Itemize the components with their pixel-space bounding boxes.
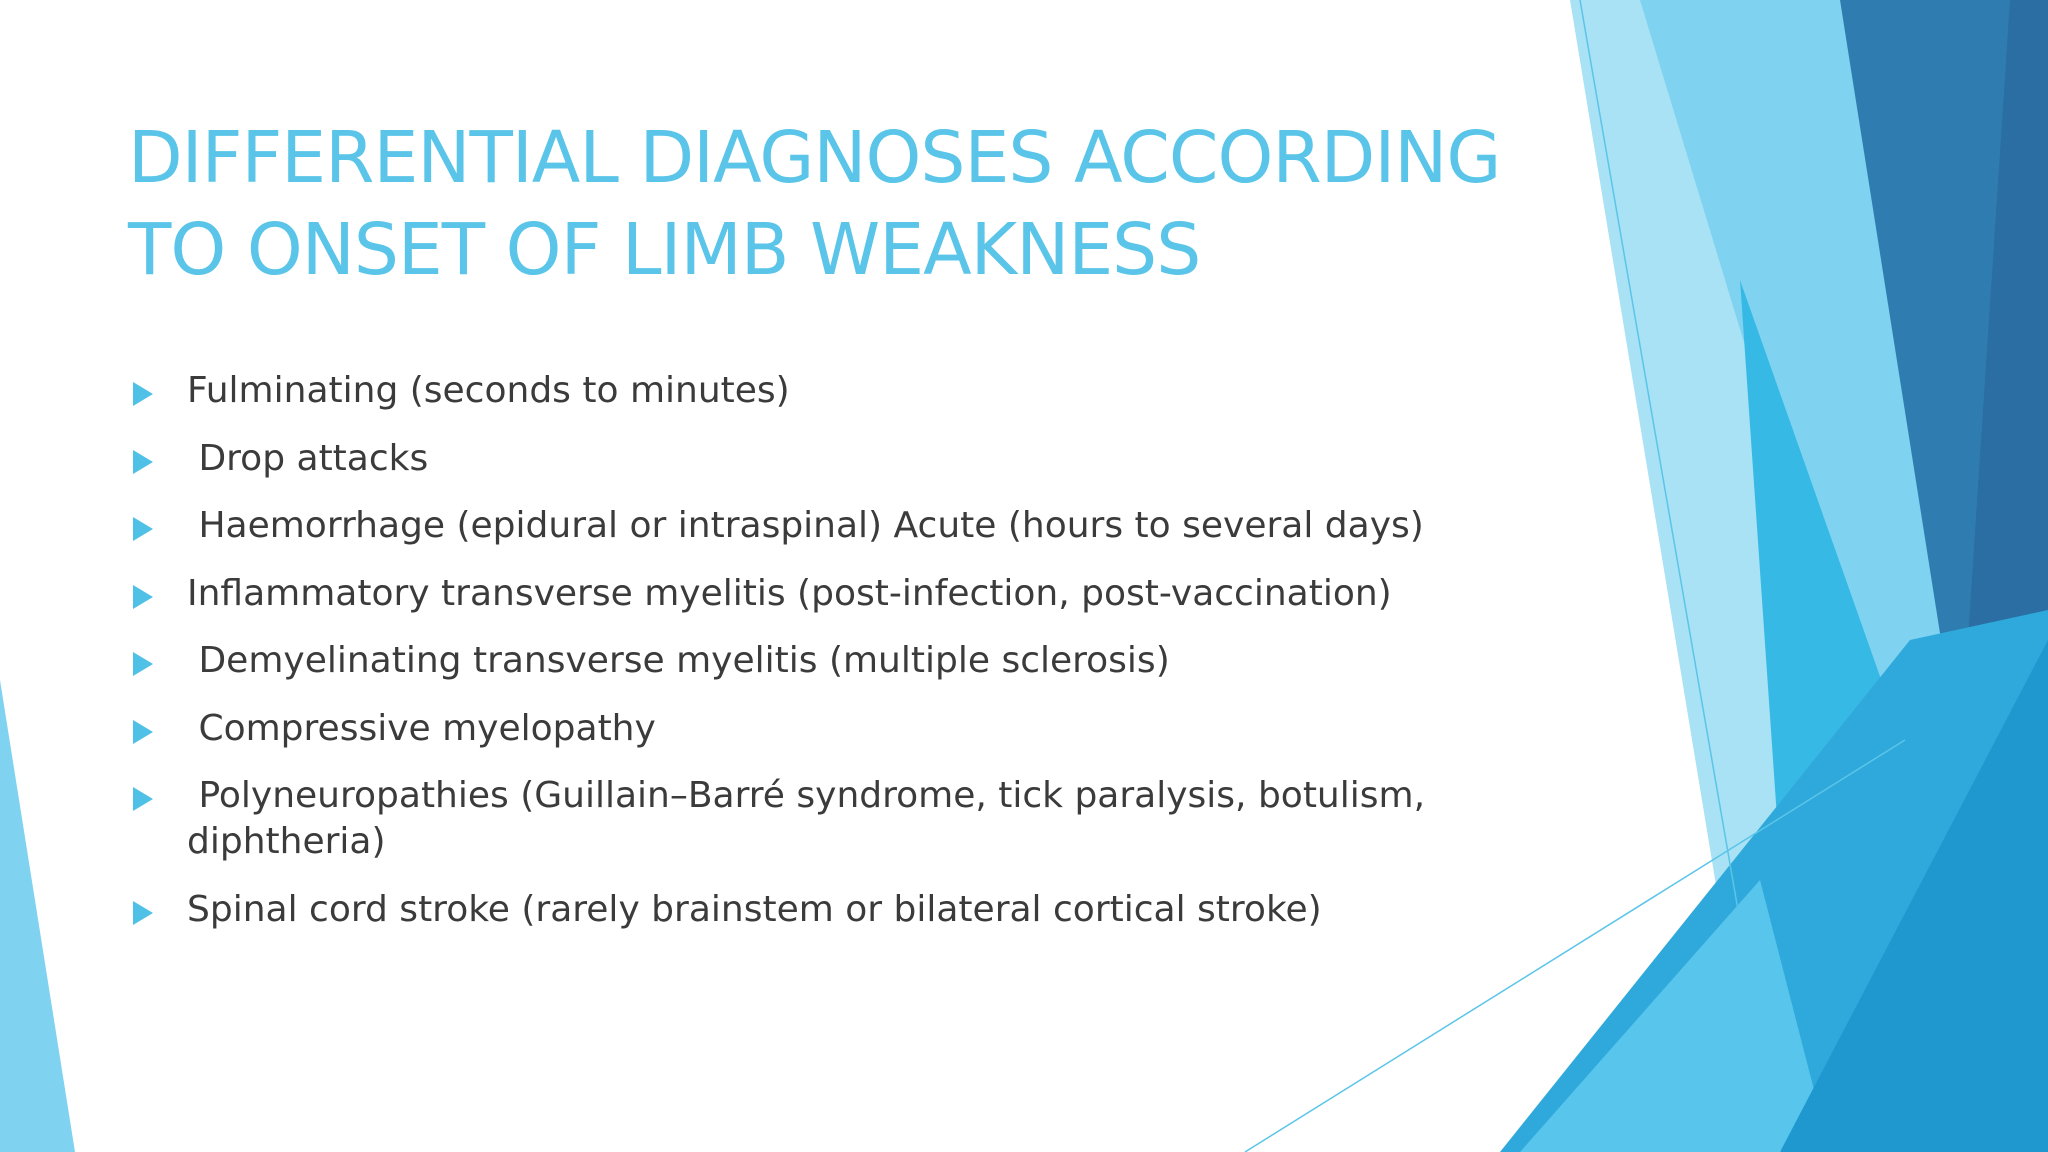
triangle-right-icon [133, 517, 153, 541]
list-item [130, 638, 1430, 684]
bullet-text: Spinal cord stroke (rarely brainstem or bilateral cortical stroke) [187, 888, 1322, 930]
list-item [130, 571, 1430, 617]
list-item [130, 706, 1430, 752]
triangle-right-icon [133, 652, 153, 676]
bullet-text: Drop attacks [187, 437, 429, 479]
slide-title [128, 112, 1528, 296]
slide-title-line-2: TO ONSET OF LIMB WEAKNESS [128, 208, 1201, 291]
left-edge-shape [0, 680, 75, 1152]
list-item [130, 773, 1430, 865]
triangle-right-icon [133, 901, 153, 925]
triangle-right-icon [133, 720, 153, 744]
triangle-right-icon [133, 787, 153, 811]
bullet-text: Inflammatory transverse myelitis (post-infection, post-vaccination) [187, 572, 1392, 614]
list-item [130, 436, 1430, 482]
triangle-right-icon [133, 382, 153, 406]
bullet-text: Haemorrhage (epidural or intraspinal) Acute (hours to several days) [187, 505, 1424, 546]
list-item [130, 503, 1430, 549]
bullet-text: Fulminating (seconds to minutes) [187, 370, 790, 411]
list-item [130, 368, 1430, 414]
bullet-text: Compressive myelopathy [187, 707, 656, 749]
list-item [130, 887, 1430, 933]
bullet-text: Polyneuropathies (Guillain–Barré syndrome, tick paralysis, botulism, diphtheria) [187, 775, 1426, 862]
triangle-right-icon [133, 585, 153, 609]
triangle-right-icon [133, 450, 153, 474]
bullet-list [130, 368, 1430, 954]
bullet-text: Demyelinating transverse myelitis (multiple sclerosis) [187, 640, 1170, 681]
slide-title-line-1: DIFFERENTIAL DIAGNOSES ACCORDING [128, 116, 1501, 199]
